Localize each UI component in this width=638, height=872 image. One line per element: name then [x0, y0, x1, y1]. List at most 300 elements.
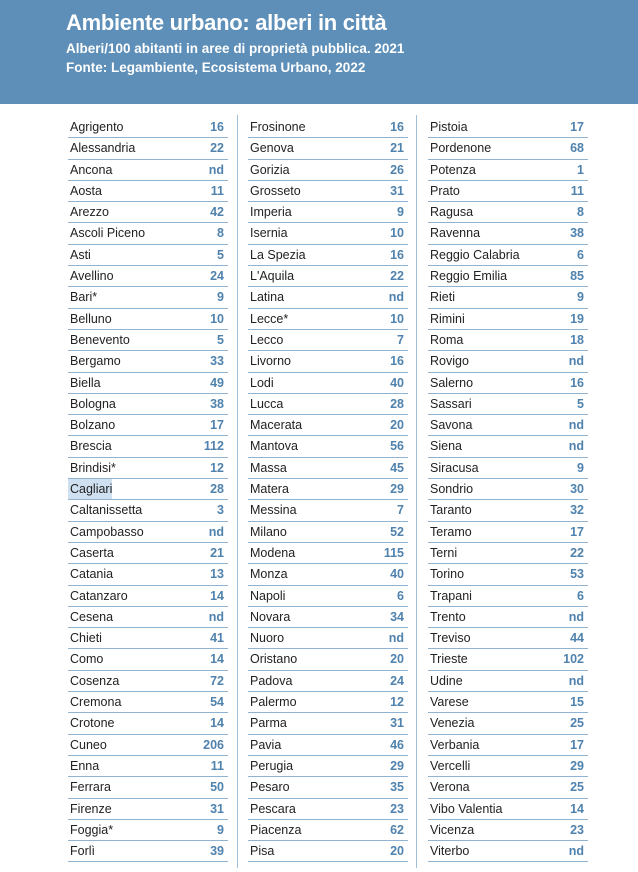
table-row	[68, 351, 228, 372]
tree-count-value: 7	[397, 503, 404, 518]
city-name: Alessandria	[70, 141, 136, 156]
tree-count-value: 5	[577, 396, 584, 411]
table-row	[68, 586, 228, 607]
city-name: Modena	[250, 545, 296, 560]
table-row	[248, 735, 408, 756]
city-name: Arezzo	[70, 205, 109, 220]
page-title: Ambiente urbano: alberi in città	[66, 10, 387, 35]
table-row	[248, 628, 408, 649]
city-name: Savona	[430, 418, 473, 433]
city-name: Avellino	[70, 269, 114, 284]
city-name: L'Aquila	[250, 269, 295, 284]
table-row	[248, 394, 408, 415]
city-name: Cesena	[70, 609, 114, 624]
city-name: Lucca	[250, 396, 284, 411]
tree-count-value: 13	[210, 567, 224, 582]
city-name: Bologna	[70, 396, 116, 411]
tree-count-value: nd	[568, 673, 584, 688]
tree-count-value: 26	[390, 162, 404, 177]
page-subtitle: Alberi/100 abitanti in aree di proprietà pubblica. 2021	[66, 41, 405, 56]
city-name: Forlì	[70, 844, 95, 859]
tree-count-value: 16	[390, 247, 404, 262]
table-row	[68, 500, 228, 521]
city-name: Genova	[250, 141, 294, 156]
tree-count-value: 14	[210, 588, 224, 603]
tree-count-value: 14	[210, 716, 224, 731]
table-row	[248, 586, 408, 607]
table-row	[428, 266, 588, 287]
tree-count-value: 32	[570, 503, 584, 518]
city-name: Mantova	[250, 439, 298, 454]
city-name: Reggio Calabria	[430, 247, 520, 262]
city-name: Teramo	[430, 524, 472, 539]
city-name: Latina	[250, 290, 285, 305]
table-row	[68, 223, 228, 244]
table-row	[248, 330, 408, 351]
tree-count-value: 9	[217, 822, 224, 837]
table-row	[428, 223, 588, 244]
table-row	[68, 564, 228, 585]
table-row	[428, 479, 588, 500]
table-row	[68, 777, 228, 798]
table-row	[248, 777, 408, 798]
tree-count-value: 33	[210, 354, 224, 369]
city-name: Vercelli	[430, 758, 471, 773]
table-row	[248, 138, 408, 159]
table-row	[248, 564, 408, 585]
table-row	[248, 522, 408, 543]
table-row	[428, 287, 588, 308]
city-name: Roma	[430, 332, 464, 347]
tree-count-value: 31	[390, 183, 404, 198]
city-name: Agrigento	[70, 120, 124, 134]
city-name: Trieste	[430, 652, 468, 667]
table-row	[68, 330, 228, 351]
tree-count-value: 11	[570, 183, 584, 198]
tree-count-value: 34	[390, 609, 404, 624]
tree-count-value: 52	[390, 524, 404, 539]
tree-count-value: 20	[390, 418, 404, 433]
table-row	[68, 692, 228, 713]
city-name: Rieti	[430, 290, 456, 305]
tree-count-value: 44	[570, 631, 584, 646]
city-name: Potenza	[430, 162, 476, 177]
table-row	[68, 713, 228, 734]
tree-count-value: 16	[390, 120, 404, 134]
tree-count-value: 45	[390, 460, 404, 475]
city-list-column-3	[428, 117, 588, 862]
tree-count-value: 49	[210, 375, 224, 390]
tree-count-value: nd	[208, 162, 224, 177]
tree-count-value: 17	[210, 418, 224, 433]
table-row	[428, 564, 588, 585]
tree-count-value: 10	[390, 311, 404, 326]
tree-count-value: 72	[210, 673, 224, 688]
tree-count-value: 68	[570, 141, 584, 156]
city-name: Enna	[70, 758, 100, 773]
tree-count-value: 7	[397, 332, 404, 347]
tree-count-value: 12	[390, 695, 404, 710]
city-name: Brindisi*	[70, 460, 116, 475]
city-name: Asti	[70, 247, 91, 262]
tree-count-value: 22	[390, 269, 404, 284]
city-name: Livorno	[250, 354, 291, 369]
city-name: Massa	[250, 460, 287, 475]
table-row	[68, 309, 228, 330]
tree-count-value: 6	[577, 588, 584, 603]
city-name: Brescia	[70, 439, 112, 454]
table-row	[68, 649, 228, 670]
city-name: Nuoro	[250, 631, 285, 646]
table-row	[248, 713, 408, 734]
city-name: Gorizia	[250, 162, 290, 177]
tree-count-value: nd	[388, 290, 404, 305]
tree-count-value: 17	[570, 737, 584, 752]
city-list-column-2	[248, 117, 408, 862]
tree-count-value: 22	[210, 141, 224, 156]
city-name: Pisa	[250, 844, 275, 859]
table-row	[68, 458, 228, 479]
table-row	[428, 820, 588, 841]
tree-count-value: 31	[390, 716, 404, 731]
tree-count-value: 22	[570, 545, 584, 560]
table-row	[248, 373, 408, 394]
city-name: Ragusa	[430, 205, 474, 220]
city-name: Vicenza	[430, 822, 475, 837]
tree-count-value: 41	[210, 631, 224, 646]
header-banner	[0, 0, 638, 104]
tree-count-value: 112	[203, 439, 224, 454]
tree-count-value: 1	[577, 162, 584, 177]
tree-count-value: 39	[210, 844, 224, 859]
table-row	[428, 671, 588, 692]
city-name: Catanzaro	[70, 588, 128, 603]
city-name: Pavia	[250, 737, 282, 752]
tree-count-value: 25	[570, 716, 584, 731]
city-name: Siracusa	[430, 460, 479, 475]
table-row	[248, 543, 408, 564]
city-name: Macerata	[250, 418, 303, 433]
city-name: Pistoia	[430, 120, 468, 134]
city-name: Catania	[70, 567, 114, 582]
city-name: Padova	[250, 673, 293, 688]
city-name: Caserta	[70, 545, 114, 560]
table-row	[248, 287, 408, 308]
city-name: Perugia	[250, 758, 294, 773]
tree-count-value: 16	[390, 354, 404, 369]
table-row	[248, 160, 408, 181]
city-name: Caltanissetta	[70, 503, 143, 518]
table-row	[248, 671, 408, 692]
tree-count-value: 10	[210, 311, 224, 326]
city-name: Como	[70, 652, 104, 667]
tree-count-value: 8	[577, 205, 584, 220]
city-name: Ravenna	[430, 226, 481, 241]
city-name: Imperia	[250, 205, 292, 220]
table-row	[248, 458, 408, 479]
city-name: Ferrara	[70, 780, 111, 795]
city-name: Rimini	[430, 311, 465, 326]
city-name: Parma	[250, 716, 287, 731]
city-name: Reggio Emilia	[430, 269, 508, 284]
table-row	[428, 373, 588, 394]
table-row	[248, 841, 408, 862]
table-row	[68, 671, 228, 692]
tree-count-value: 40	[390, 375, 404, 390]
table-row	[428, 458, 588, 479]
table-row	[68, 117, 228, 138]
table-row	[68, 266, 228, 287]
tree-count-value: nd	[568, 418, 584, 433]
city-name: Foggia*	[70, 822, 114, 837]
city-name: Napoli	[250, 588, 286, 603]
table-row	[68, 479, 228, 500]
tree-count-value: 40	[390, 567, 404, 582]
city-name: Sondrio	[430, 482, 474, 497]
table-row	[248, 117, 408, 138]
city-name: Ascoli Piceno	[70, 226, 146, 241]
tree-count-value: 38	[570, 226, 584, 241]
city-name: Verbania	[430, 737, 480, 752]
city-name: Frosinone	[250, 120, 306, 134]
tree-count-value: 9	[397, 205, 404, 220]
tree-count-value: 29	[390, 482, 404, 497]
tree-count-value: 17	[570, 524, 584, 539]
city-name: Trento	[430, 609, 466, 624]
city-name: Bergamo	[70, 354, 121, 369]
tree-count-value: 102	[563, 652, 584, 667]
city-name: Cagliari	[68, 479, 112, 499]
table-row	[428, 628, 588, 649]
city-name: Salerno	[430, 375, 474, 390]
tree-count-value: 9	[217, 290, 224, 305]
table-row	[248, 309, 408, 330]
city-name: Pescara	[250, 801, 296, 816]
tree-count-value: 14	[570, 801, 584, 816]
city-name: Messina	[250, 503, 297, 518]
city-name: Piacenza	[250, 822, 302, 837]
city-name: Firenze	[70, 801, 112, 816]
table-row	[248, 649, 408, 670]
table-row	[68, 245, 228, 266]
tree-count-value: nd	[568, 844, 584, 859]
table-row	[428, 756, 588, 777]
table-row	[68, 841, 228, 862]
table-row	[428, 181, 588, 202]
city-name: Lecce*	[250, 311, 289, 326]
table-row	[428, 160, 588, 181]
city-name: Siena	[430, 439, 462, 454]
city-name: Grosseto	[250, 183, 301, 198]
city-name: Trapani	[430, 588, 472, 603]
tree-count-value: 21	[210, 545, 224, 560]
tree-count-value: 9	[577, 290, 584, 305]
table-row	[68, 415, 228, 436]
tree-count-value: 10	[390, 226, 404, 241]
city-name: Torino	[430, 567, 465, 582]
city-name: Lodi	[250, 375, 274, 390]
tree-count-value: 8	[217, 226, 224, 241]
tree-count-value: 29	[390, 758, 404, 773]
table-row	[68, 628, 228, 649]
city-name: Cremona	[70, 695, 122, 710]
city-name: Bolzano	[70, 418, 116, 433]
city-name: Matera	[250, 482, 289, 497]
table-row	[248, 820, 408, 841]
table-row	[248, 799, 408, 820]
city-name: Taranto	[430, 503, 472, 518]
tree-count-value: 5	[217, 247, 224, 262]
table-row	[68, 160, 228, 181]
table-row	[428, 649, 588, 670]
tree-count-value: nd	[568, 609, 584, 624]
table-row	[68, 394, 228, 415]
city-name: Udine	[430, 673, 463, 688]
tree-count-value: 6	[577, 247, 584, 262]
table-row	[248, 756, 408, 777]
tree-count-value: 5	[217, 332, 224, 347]
city-name: Varese	[430, 695, 469, 710]
tree-count-value: 17	[570, 120, 584, 134]
tree-count-value: nd	[568, 439, 584, 454]
tree-count-value: 25	[570, 780, 584, 795]
table-row	[248, 245, 408, 266]
tree-count-value: nd	[388, 631, 404, 646]
table-row	[68, 799, 228, 820]
city-name: Campobasso	[70, 524, 144, 539]
tree-count-value: 30	[570, 482, 584, 497]
table-row	[68, 202, 228, 223]
city-name: Palermo	[250, 695, 297, 710]
table-row	[248, 351, 408, 372]
table-row	[428, 415, 588, 436]
tree-count-value: nd	[208, 609, 224, 624]
tree-count-value: 9	[577, 460, 584, 475]
city-name: Viterbo	[430, 844, 470, 859]
tree-count-value: 23	[390, 801, 404, 816]
tree-count-value: 11	[210, 758, 224, 773]
city-name: Cuneo	[70, 737, 107, 752]
city-name: Treviso	[430, 631, 471, 646]
table-row	[428, 543, 588, 564]
tree-count-value: 20	[390, 844, 404, 859]
table-row	[68, 522, 228, 543]
tree-count-value: 15	[570, 695, 584, 710]
tree-count-value: 28	[210, 482, 224, 497]
tree-count-value: 53	[570, 567, 584, 582]
city-name: Rovigo	[430, 354, 469, 369]
tree-count-value: 31	[210, 801, 224, 816]
table-row	[68, 607, 228, 628]
tree-count-value: 16	[210, 120, 224, 134]
tree-count-value: 35	[390, 780, 404, 795]
tree-count-value: 20	[390, 652, 404, 667]
city-name: Crotone	[70, 716, 115, 731]
table-row	[428, 394, 588, 415]
table-row	[428, 436, 588, 457]
table-row	[248, 500, 408, 521]
tree-count-value: nd	[208, 524, 224, 539]
tree-count-value: 206	[203, 737, 224, 752]
city-list-column-1	[68, 117, 228, 862]
column-divider	[237, 115, 238, 868]
table-row	[428, 245, 588, 266]
tree-count-value: 115	[383, 545, 404, 560]
tree-count-value: 21	[390, 141, 404, 156]
tree-count-value: 62	[390, 822, 404, 837]
table-row	[428, 799, 588, 820]
table-row	[248, 479, 408, 500]
tree-count-value: 38	[210, 396, 224, 411]
city-name: Terni	[430, 545, 458, 560]
tree-count-value: 6	[397, 588, 404, 603]
tree-count-value: 24	[210, 269, 224, 284]
table-row	[428, 522, 588, 543]
table-row	[428, 735, 588, 756]
tree-count-value: 23	[570, 822, 584, 837]
city-name: Prato	[430, 183, 460, 198]
city-name: Novara	[250, 609, 291, 624]
table-row	[68, 735, 228, 756]
column-divider	[416, 115, 417, 868]
table-row	[68, 373, 228, 394]
city-name: Venezia	[430, 716, 475, 731]
table-row	[428, 330, 588, 351]
table-row	[68, 138, 228, 159]
table-row	[428, 202, 588, 223]
table-row	[68, 436, 228, 457]
tree-count-value: 19	[570, 311, 584, 326]
tree-count-value: 28	[390, 396, 404, 411]
tree-count-value: nd	[568, 354, 584, 369]
tree-count-value: 12	[210, 460, 224, 475]
tree-count-value: 85	[570, 269, 584, 284]
city-name: Verona	[430, 780, 470, 795]
table-row	[428, 841, 588, 862]
tree-count-value: 18	[570, 332, 584, 347]
table-row	[248, 266, 408, 287]
city-name: Lecco	[250, 332, 284, 347]
table-row	[428, 692, 588, 713]
table-row	[248, 415, 408, 436]
tree-count-value: 42	[210, 205, 224, 220]
city-name: Sassari	[430, 396, 472, 411]
tree-count-value: 3	[217, 503, 224, 518]
table-row	[248, 436, 408, 457]
city-name: Bari*	[70, 290, 98, 305]
city-name: Ancona	[70, 162, 113, 177]
tree-count-value: 54	[210, 695, 224, 710]
city-name: Aosta	[70, 183, 102, 198]
tree-count-value: 14	[210, 652, 224, 667]
city-name: Vibo Valentia	[430, 801, 503, 816]
city-name: Pordenone	[430, 141, 492, 156]
tree-count-value: 11	[210, 183, 224, 198]
tree-count-value: 24	[390, 673, 404, 688]
tree-count-value: 16	[570, 375, 584, 390]
table-row	[248, 202, 408, 223]
table-row	[248, 607, 408, 628]
city-name: La Spezia	[250, 247, 306, 262]
city-name: Benevento	[70, 332, 130, 347]
tree-count-value: 46	[390, 737, 404, 752]
source-note: Fonte: Legambiente, Ecosistema Urbano, 2022	[66, 60, 366, 75]
city-name: Cosenza	[70, 673, 120, 688]
city-name: Chieti	[70, 631, 102, 646]
table-row	[428, 713, 588, 734]
table-row	[428, 607, 588, 628]
table-row	[428, 351, 588, 372]
